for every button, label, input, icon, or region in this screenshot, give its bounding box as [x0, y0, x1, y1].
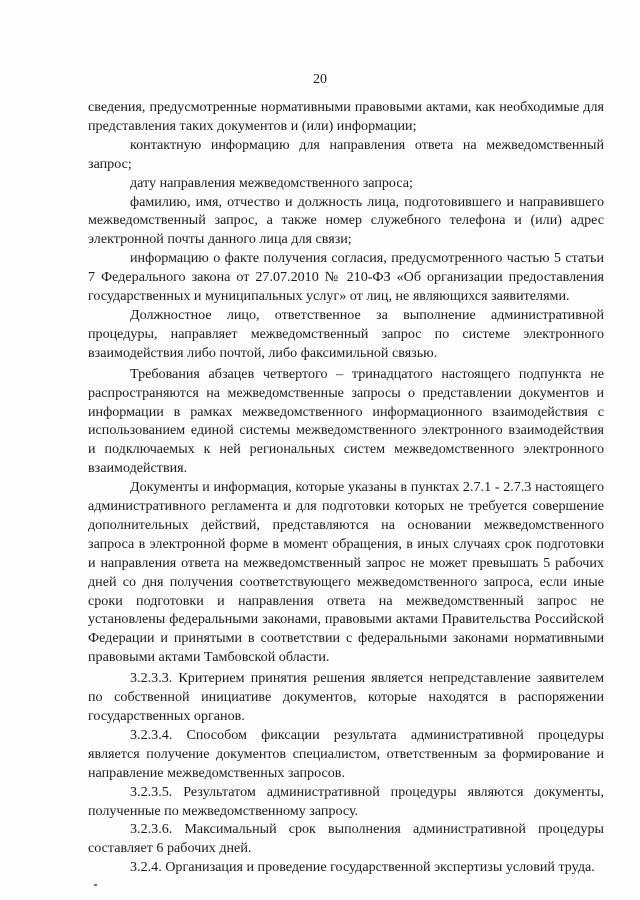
paragraph-section-3-2-3-6: 3.2.3.6. Максимальный срок выполнения административной процедуры составляет 6 рабочих дней. [88, 821, 604, 857]
paragraph: Должностное лицо, ответственное за выполнение административной процедуры, направляет межведомственный запрос по системе электронного взаимодействия либо почтой, либо факсимильной связью. [88, 306, 604, 361]
document-body [88, 98, 604, 877]
scan-speck [94, 884, 97, 886]
page-number: 20 [313, 72, 327, 87]
paragraph-section-3-2-3-4: 3.2.3.4. Способом фиксации результата административной процедуры является получение документов специалистом, ответственным за формирование и направление межведомственных запросов. [88, 726, 604, 781]
paragraph-section-3-2-3-5: 3.2.3.5. Результатом административной процедуры являются документы, полученные по межведомственному запросу. [88, 783, 604, 819]
paragraph-section-3-2-3-3: 3.2.3.3. Критерием принятия решения является непредставление заявителем по собственной инициативе документов, которые находятся в распоряжении государственных органов. [88, 670, 604, 724]
paragraph: Требования абзацев четвертого – тринадцатого настоящего подпункта не распространяются на межведомственные запросы о представлении документов и информации в рамках межведомственного информационного взаимодействия с использованием единой системы межведомственного электронного взаимодействия и подключаемых к ней региональных систем межведомственного электронного взаимодействия. [88, 365, 604, 477]
paragraph: фамилию, имя, отчество и должность лица, подготовившего и направившего межведомственный запрос, а также номер служебного телефона и (или) адрес электронной почты данного лица для связи; [88, 193, 604, 248]
paragraph: дату направления межведомственного запроса; [130, 174, 413, 191]
paragraph: сведения, предусмотренные нормативными правовыми актами, как необходимые для представления таких документов и (или) информации; [88, 99, 604, 134]
paragraph: Документы и информация, которые указаны в пунктах 2.7.1 - 2.7.3 настоящего административного регламента и для подготовки которых не требуется совершение дополнительных действий, представляются на основании межведомственного запроса в электронной форме в момент обращения, в иных случаях срок подготовки и направления ответа на межведомственный запрос не может превышать 5 рабочих дней со дня получения соответствующего межведомственного запроса, если иные сроки подготовки и направления ответа на межведомственный запрос не установлены федеральными законами, правовыми актами Правительства Российской Федерации и принятыми в соответствии с федеральными законами нормативными правовыми актами Тамбовской области. [88, 479, 604, 666]
paragraph-section-3-2-4: 3.2.4. Организация и проведение государственной экспертизы условий труда. [130, 859, 595, 876]
paragraph: контактную информацию для направления ответа на межведомственный запрос; [88, 136, 604, 172]
paragraph: информацию о факте получения согласия, предусмотренного частью 5 статьи 7 Федерального закона от 27.07.2010 № 210-ФЗ «Об организации предоставления государственных и муниципальных услуг» от лиц, не являющихся заявителями. [88, 250, 604, 305]
